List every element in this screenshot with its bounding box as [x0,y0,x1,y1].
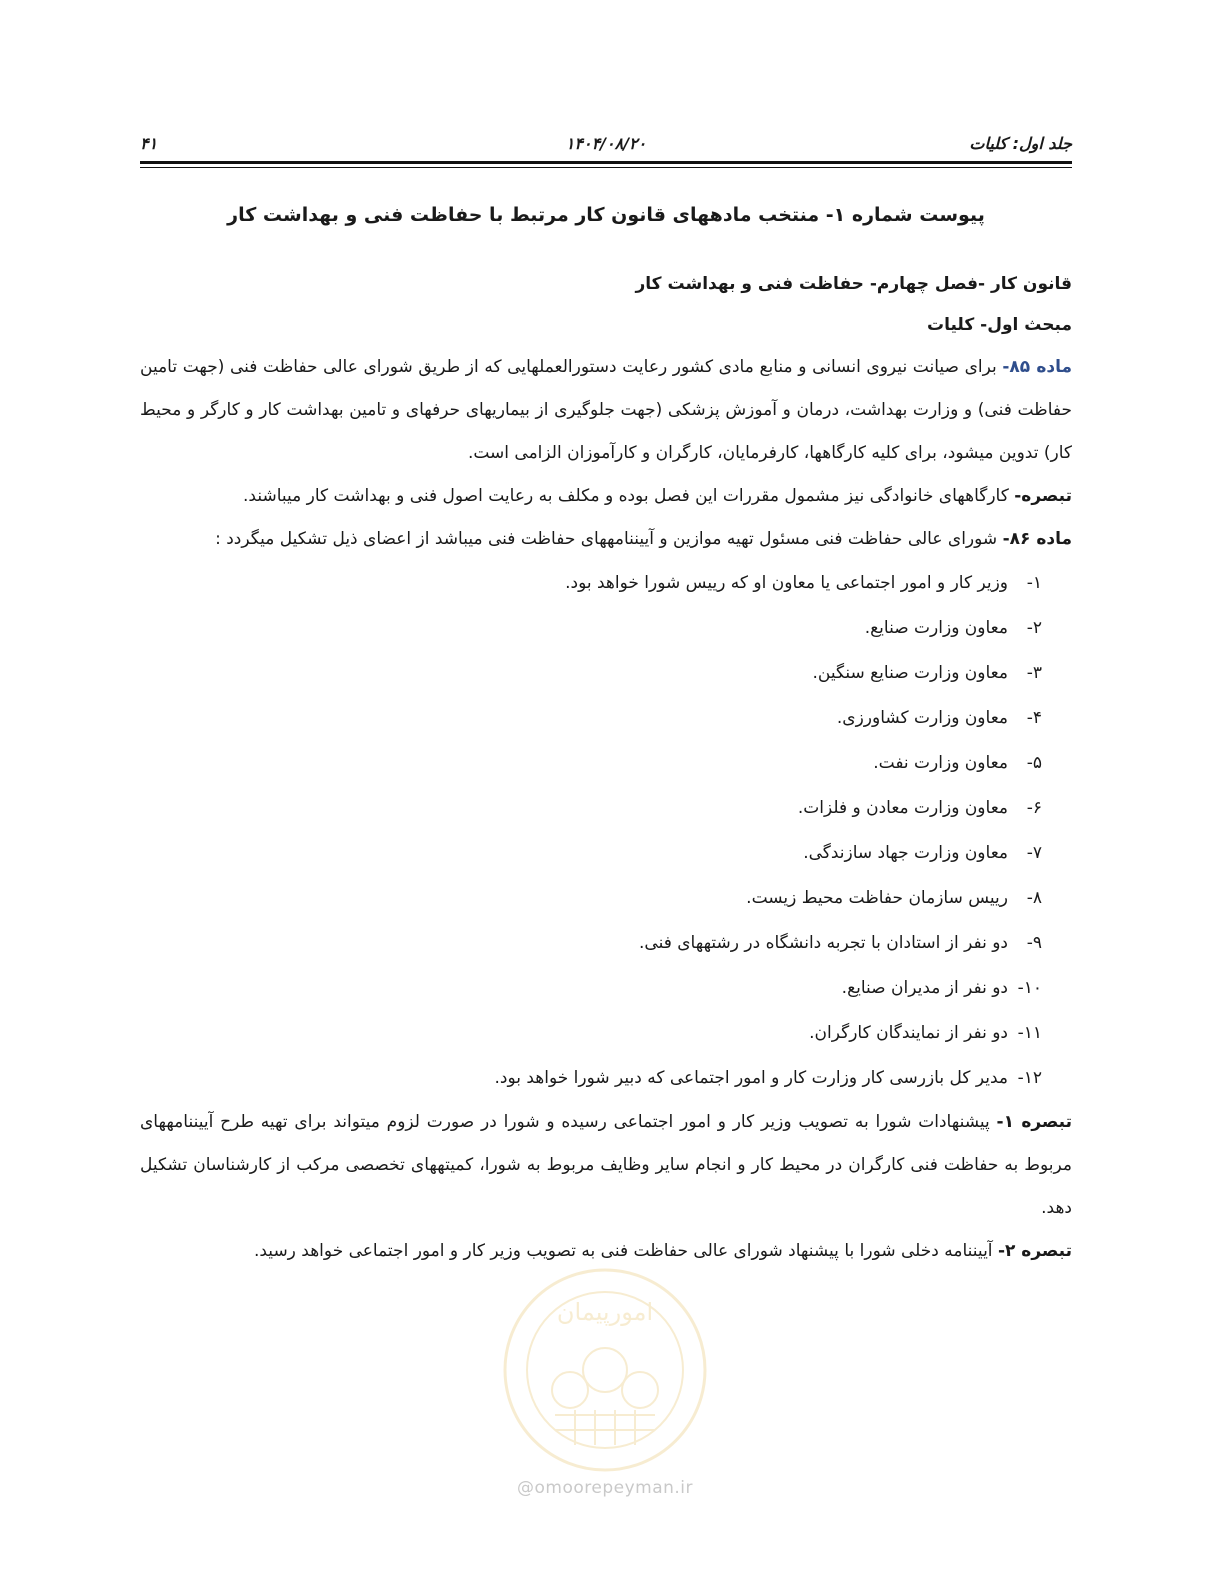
watermark-seal-icon [500,1265,710,1475]
list-item: ۳-معاون وزارت صنایع سنگین. [812,663,1042,683]
list-item: ۶-معاون وزارت معادن و فلزات. [797,798,1042,818]
list-item: ۷-معاون وزارت جهاد سازندگی. [803,843,1042,863]
page-header [140,128,1072,158]
page-number: ۴۱ [140,134,158,153]
council-members-list [140,561,1072,1101]
list-item: ۲-معاون وزارت صنایع. [864,618,1042,638]
watermark-site: @omoorepeyman.ir [516,1478,694,1498]
note-1-text: پیشنهادات شورا به تصویب وزیر کار و امور اجتماعی رسیده و شورا در صورت لزوم میتواند برای تهیه طرح آییننامههای مربوط به حفاظت فنی کارگران در محیط کار و انجام سایر وظایف مربوط به شورا، کمیتههای تخصصی مرکب از کارشناسان تشکیل دهد. [140,1112,1072,1218]
list-item: ۵-معاون وزارت نفت. [873,753,1042,773]
list-item: ۱۰-دو نفر از مدیران صنایع. [841,978,1042,998]
list-item: ۹-دو نفر از استادان با تجربه دانشگاه در رشتههای فنی. [639,933,1042,953]
note-1-label: تبصره ۱- [996,1112,1073,1132]
article-85-label: ماده ۸۵- [1002,357,1072,377]
chapter-heading: قانون کار -فصل چهارم- حفاظت فنی و بهداشت کار [635,274,1072,294]
article-85 [140,346,1072,475]
appendix-title: پیوست شماره ۱- منتخب مادههای قانون کار مرتبط با حفاظت فنی و بهداشت کار [227,204,985,226]
note-2-text: آییننامه دخلی شورا با پیشنهاد شورای عالی حفاظت فنی به تصویب وزیر کار و امور اجتماعی خواهد رسید. [253,1241,993,1261]
note-family-workshops [140,475,1072,518]
section-heading: مبحث اول- کلیات [927,315,1072,335]
list-item: ۱۲-مدیر کل بازرسی کار وزارت کار و امور اجتماعی که دبیر شورا خواهد بود. [494,1068,1042,1088]
article-86-text: شورای عالی حفاظت فنی مسئول تهیه موازین و آییننامههای حفاظت فنی میباشد از اعضای ذیل تشکیل میگردد : [215,529,998,549]
svg-text:امورپیمان: امورپیمان [556,1298,654,1326]
list-item: ۱-وزیر کار و امور اجتماعی یا معاون او که رییس شورا خواهد بود. [565,573,1042,593]
header-rule-thin [140,167,1072,168]
list-item: ۸-رییس سازمان حفاظت محیط زیست. [746,888,1042,908]
note-1 [140,1101,1072,1230]
document-body [140,264,1072,1273]
article-86-label: ماده ۸۶- [1002,529,1072,549]
note-label: تبصره- [1014,486,1072,506]
article-85-text: برای صیانت نیروی انسانی و منابع مادی کشور رعایت دستورالعملهایی که از طریق شورای عالی حفاظت فنی (جهت تامین حفاظت فنی) و وزارت بهداشت، درمان و آموزش پزشکی (جهت جلوگیری از بیماریهای حرفهای و تامین بهداشت کار و کارگر و محیط کار) تدوین میشود، برای کلیه کارگاهها، کارفرمایان، کارگران و کارآموزان الزامی است. [140,357,1072,463]
header-rule-thick [140,161,1072,164]
article-86 [140,518,1072,561]
volume-title: جلد اول: کلیات [969,134,1072,153]
date: ۱۴۰۴/۰۸/۲۰ [565,134,647,153]
note-text: کارگاههای خانوادگی نیز مشمول مقررات این فصل بوده و مکلف به رعایت اصول فنی و بهداشت کار میباشند. [243,486,1009,506]
list-item: ۱۱-دو نفر از نمایندگان کارگران. [809,1023,1042,1043]
list-item: ۴-معاون وزارت کشاورزی. [836,708,1042,728]
note-2-label: تبصره ۲- [997,1241,1072,1261]
